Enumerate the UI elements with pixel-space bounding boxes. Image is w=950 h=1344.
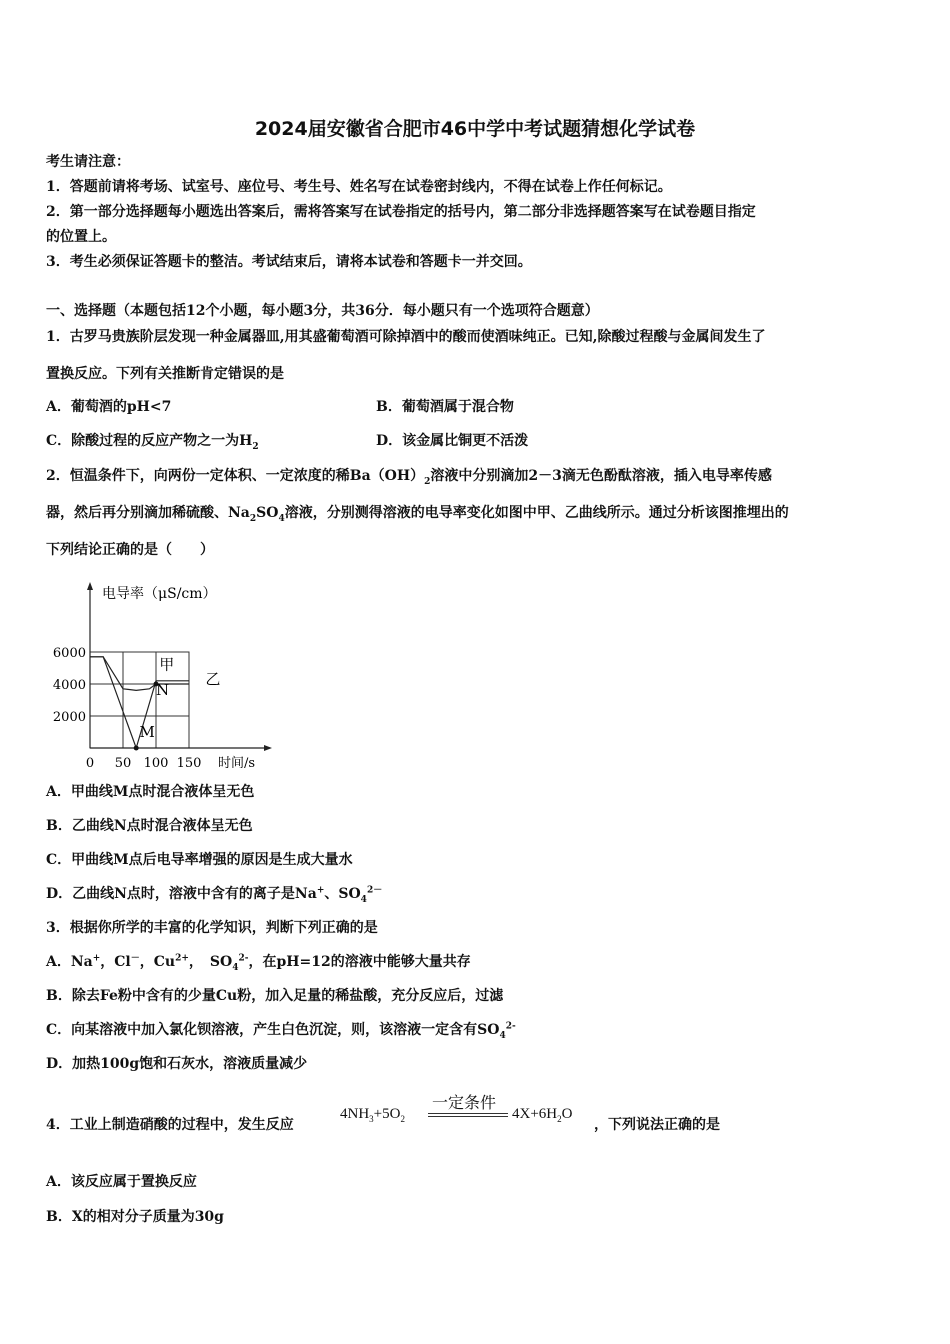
q1-option-c: C．除酸过程的反应产物之一为$H_2$ (46, 433, 259, 452)
q1-option-d: D．该金属比铜更不活泼 (376, 433, 529, 449)
chart-y-tick-label: 6000 (52, 646, 86, 661)
reaction-equation (340, 1095, 600, 1138)
section-heading: 一、选择题（本题包括12个小题，每小题3分，共36分．每小题只有一个选项符合题意） (46, 303, 599, 319)
equation-products: $4X+6H_2O$ (512, 1106, 573, 1124)
chart-x-label: 时间/s (218, 756, 256, 768)
chart-y-tick-label: 4000 (52, 678, 86, 693)
q2-stem: 器，然后再分别滴加稀硫酸、$Na_2SO_4$溶液，分别测得溶液的电导率变化如图中甲、乙曲线所示。通过分析该图推埋出的 (46, 505, 789, 524)
chart-y-label: 电导率（μS/cm） (102, 586, 217, 602)
chart-y-tick-label: 2000 (52, 710, 86, 725)
equation-bar (428, 1116, 508, 1117)
q4-option-a: A．该反应属于置换反应 (46, 1174, 197, 1190)
q2-option-c: C．甲曲线M点后电导率增强的原因是生成大量水 (46, 852, 353, 868)
q3-option-c: C．向某溶液中加入氯化钡溶液，产生白色沉淀，则，该溶液一定含有$SO_4^{2-}$ (46, 1021, 516, 1041)
notice-item: 1．答题前请将考场、试室号、座位号、考生号、姓名写在试卷密封线内，不得在试卷上作任何标记。 (46, 179, 672, 195)
chart-x-tick-label: 0 (85, 756, 95, 768)
chart-annotation: M (139, 722, 155, 741)
notice-item: 2．第一部分选择题每小题选出答案后，需将答案写在试卷指定的括号内，第二部分非选择题答案写在试卷题目指定 (46, 204, 756, 220)
q2-option-b: B．乙曲线N点时混合液体呈无色 (46, 818, 253, 834)
q4-stem: 4．工业上制造硝酸的过程中，发生反应 (46, 1117, 294, 1133)
equation-reactants: $4NH_3+5O_2$ (340, 1106, 405, 1124)
notice-item: 的位置上。 (46, 229, 116, 245)
notice-heading: 考生请注意： (46, 154, 130, 170)
chart-y-axis-arrow (87, 582, 93, 590)
q1-option-b: B．葡萄酒属于混合物 (376, 399, 514, 415)
q3-stem: 3．根据你所学的丰富的化学知识，判断下列正确的是 (46, 920, 378, 936)
q1-stem: 置换反应。下列有关推断肯定错误的是 (46, 366, 284, 382)
q2-option-d: D．乙曲线N点时，溶液中含有的离子是Na+、$SO_4^{2-}$ (46, 885, 383, 905)
equation-condition: 一定条件 (432, 1095, 497, 1112)
notice-item: 3．考生必须保证答题卡的整洁。考试结束后，请将本试卷和答题卡一并交回。 (46, 254, 532, 270)
chart-x-tick-label: 150 (176, 756, 202, 768)
q2-stem: 下列结论正确的是（ ） (46, 542, 214, 558)
equation-bar (428, 1113, 508, 1114)
q3-option-a: A．Na+，Cl－，$Cu^{2+}$， $SO_4^{2-}$，在pH=12的溶液中能够大量共存 (46, 953, 471, 973)
chart-annotation: 甲 (159, 655, 175, 674)
chart-point-m (134, 746, 139, 751)
conductivity-chart (40, 578, 290, 768)
q1-stem: 1．古罗马贵族阶层发现一种金属器皿,用其盛葡萄酒可除掉酒中的酸而使酒味纯正。已知,除酸过程酸与金属间发生了 (46, 329, 766, 345)
q2-option-a: A．甲曲线M点时混合液体呈无色 (46, 784, 255, 800)
q2-stem: 2．恒温条件下，向两份一定体积、一定浓度的稀$Ba(OH)_2$溶液中分别滴加2－3滴无色酚酞溶液，插入电导率传感 (46, 468, 772, 487)
chart-annotation: 乙 (205, 670, 221, 688)
chart-x-axis-arrow (264, 745, 272, 751)
page-title: 2024届安徽省合肥市46中学中考试题猜想化学试卷 (254, 118, 696, 140)
chart-x-tick-label: 100 (143, 756, 169, 768)
chart-annotation: N (156, 681, 170, 700)
q4-stem-tail: ，下列说法正确的是 (594, 1117, 720, 1133)
q3-option-b: B．除去Fe粉中含有的少量Cu粉，加入足量的稀盐酸，充分反应后，过滤 (46, 988, 504, 1004)
chart-x-tick-label: 50 (114, 756, 132, 768)
q1-option-a: A．葡萄酒的pH<7 (46, 399, 172, 415)
q4-option-b: B．X的相对分子质量为30g (46, 1209, 224, 1225)
q3-option-d: D．加热100g饱和石灰水，溶液质量减少 (46, 1056, 308, 1072)
